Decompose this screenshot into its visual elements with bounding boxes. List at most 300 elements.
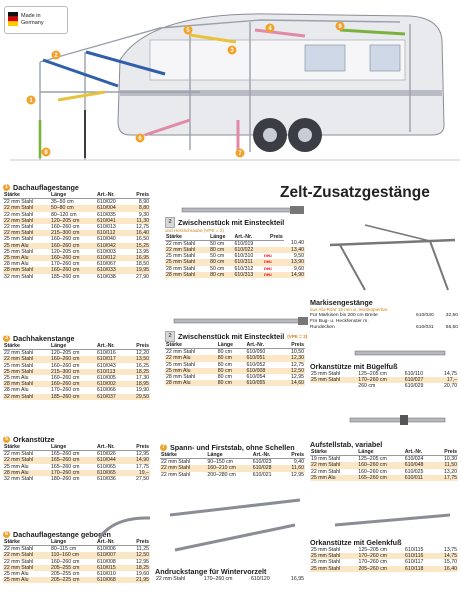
cell-laenge: 170–260 cm: [50, 470, 96, 476]
section-title-text: Orkanstütze: [13, 435, 55, 444]
cell-preis: 13,95: [136, 248, 149, 255]
cell-laenge: 120–205 cm: [50, 350, 80, 357]
cell-staerke: 25 mm Stahl: [311, 559, 341, 566]
cell-artnr: 610/021: [252, 471, 272, 478]
cell-artnr: 610/118: [404, 566, 435, 572]
cell-laenge: 215–300 cm: [50, 230, 96, 236]
cell-preis: 16,95: [291, 576, 304, 582]
cell-laenge: 110–160 cm: [50, 552, 96, 558]
markise-price: 32,50: [445, 312, 458, 318]
product-table: [3, 192, 150, 280]
section-title-text: Dachauflagestange gebogen: [13, 530, 111, 539]
table-row: [3, 274, 150, 280]
cell-staerke: 25 mm Alu: [310, 475, 357, 481]
product-table: [310, 449, 458, 481]
marker-text: 5: [186, 28, 190, 34]
table-row: [3, 350, 150, 357]
cell-artnr: 610/015: [96, 565, 127, 571]
col-header: Stärke: [165, 342, 217, 349]
cell-preis: 20,70: [444, 383, 457, 390]
section-number: 1: [4, 184, 9, 190]
cell-preis: 8,90: [138, 199, 149, 206]
section-title: [3, 334, 150, 343]
cell-laenge: 170–260 cm: [203, 576, 233, 582]
table-row: [3, 577, 150, 583]
cell-staerke: 22 mm Stahl: [4, 199, 34, 206]
cell-preis: 27,90: [136, 273, 149, 280]
section-title: Aufstellstab, variabel: [310, 440, 383, 449]
cell-artnr: 610/051: [246, 355, 281, 361]
col-header: Art.-Nr.: [96, 343, 127, 350]
cell-preis: 29,50: [127, 394, 150, 400]
pole-illustration: [180, 203, 310, 217]
cell-laenge: 125–205 cm: [358, 547, 388, 553]
cell-staerke: 22 mm Stahl: [3, 457, 50, 463]
product-table: [165, 234, 305, 278]
neu-badge: neu: [263, 272, 284, 278]
neu-badge: neu: [263, 253, 272, 259]
cell-artnr: 610/035: [97, 211, 116, 218]
pole-illustration: [95, 512, 155, 542]
markise-artnr: 610/031: [416, 324, 434, 330]
pole-illustration: [350, 345, 450, 361]
markise-frame-illustration: [320, 215, 460, 295]
section-subtitle: (VPE = 2): [287, 333, 308, 339]
cell-artnr: 610/113: [96, 369, 127, 375]
cell-preis: 12,50: [280, 368, 305, 374]
marker-text: 4: [268, 26, 272, 32]
cell-staerke: 22 mm Stahl: [3, 356, 50, 362]
col-header: Art.-Nr.: [246, 342, 281, 349]
cell-staerke: 25 mm Alu: [4, 571, 29, 578]
cell-laenge: 80–120 cm: [50, 211, 77, 218]
cell-laenge: 160–260 cm: [358, 468, 387, 475]
cell-artnr: 610/003: [97, 248, 116, 255]
cell-staerke: 22 mm Stahl: [4, 451, 34, 458]
cell-laenge: 125–205 cm: [358, 371, 387, 377]
cell-laenge: 50 cm: [210, 240, 225, 247]
pole-illustration: [330, 505, 455, 533]
cell-laenge: 160–260 cm: [50, 356, 96, 362]
section-number: 6: [4, 531, 9, 537]
section-orkanstuetze: [3, 435, 150, 482]
cell-preis: 12,95: [291, 374, 304, 381]
badge-line: Made in: [21, 13, 41, 19]
section-number: 7: [161, 444, 166, 450]
cell-staerke: 22 mm Stahl: [166, 349, 196, 356]
product-table: [3, 444, 150, 482]
product-table: [160, 452, 305, 478]
cell-preis: 12,20: [136, 350, 149, 357]
cell-staerke: 25 mm Stahl: [311, 547, 341, 553]
col-header: Stärke: [3, 539, 50, 546]
cell-laenge: 35–50 cm: [50, 199, 74, 206]
cell-artnr: 610/023: [252, 459, 272, 466]
cell-artnr: 610/019: [234, 240, 254, 247]
col-header: Preis: [263, 234, 284, 241]
cell-artnr: 610/011: [404, 475, 436, 481]
markise-line: Für Bug- u. Heckfenster m.: [310, 318, 369, 324]
cell-staerke: 22 mm Alu: [165, 355, 217, 361]
cell-preis: 17,75: [435, 475, 458, 481]
cell-laenge: 205–225 cm: [50, 577, 96, 583]
cell-laenge: 160–260 cm: [50, 267, 96, 273]
cell-staerke: 25 mm Alu: [4, 463, 29, 470]
table-row: [165, 272, 305, 278]
cell-artnr: 610/116: [404, 553, 435, 559]
cell-preis: 18,50: [136, 261, 149, 268]
table-row: [165, 380, 305, 386]
cell-artnr: 610/065: [97, 463, 116, 470]
cell-laenge: 80 cm: [217, 361, 232, 368]
col-header: Preis: [435, 449, 458, 456]
section-aufstellstab: [310, 440, 458, 481]
cell-staerke: 28 mm Alu: [4, 387, 29, 394]
section-title-text: Dachhakenstange: [13, 334, 75, 343]
cell-laenge: 160–260 cm: [50, 362, 80, 369]
cell-preis: 16,40: [127, 230, 150, 236]
cell-preis: 12,50: [127, 552, 150, 558]
page-title: Zelt-Zusatzgestänge: [280, 184, 430, 201]
section-title-text: Zwischenstück mit Einsteckteil: [178, 218, 285, 227]
cell-staerke: 22 mm Stahl: [3, 565, 50, 571]
cell-laenge: 80 cm: [217, 380, 246, 386]
cell-artnr: 610/008: [97, 558, 116, 565]
cell-artnr: 610/043: [97, 362, 116, 369]
col-header: Länge: [50, 343, 96, 350]
cell-staerke: 25 mm Stahl: [310, 377, 357, 383]
product-table: [155, 576, 305, 582]
cell-artnr: 610/310: [234, 253, 254, 260]
cell-artnr: 610/068: [96, 577, 127, 583]
section-title: [165, 331, 308, 342]
cell-artnr: 610/038: [97, 273, 116, 280]
cell-artnr: 610/117: [405, 559, 424, 566]
cell-preis: 13,50: [127, 356, 150, 362]
cell-artnr: 610/052: [246, 361, 266, 368]
section-dachhakenstange: [3, 334, 150, 400]
cell-staerke: 28 mm Stahl: [166, 265, 196, 272]
product-table: [310, 371, 458, 390]
cell-laenge: 80 cm: [209, 272, 233, 278]
cell-staerke: 22 mm Stahl: [3, 218, 50, 224]
col-header: Stärke: [3, 343, 50, 350]
table-row: [310, 566, 458, 572]
pole-illustration: [172, 315, 312, 327]
cell-artnr: 610/017: [96, 356, 127, 362]
cell-preis: 13,90: [284, 259, 305, 265]
cell-preis: 17,30: [136, 375, 149, 382]
marker-text: 8: [44, 150, 48, 156]
cell-laenge: 170–260 cm: [358, 559, 388, 566]
cell-artnr: 610/007: [96, 552, 127, 558]
col-header: Art.-Nr.: [96, 444, 127, 451]
cell-staerke: 22 mm Stahl: [166, 240, 196, 247]
cell-preis: 15,70: [444, 559, 457, 566]
section-title: Andruckstange für Wintervorzelt: [155, 567, 267, 576]
cell-preis: 15,25: [127, 243, 150, 249]
cell-staerke: 25 mm Stahl: [165, 259, 209, 265]
table-row: [3, 546, 150, 553]
cell-artnr: 610/110: [404, 371, 424, 377]
cell-artnr: 610/004: [96, 205, 127, 211]
table-row: [160, 459, 305, 466]
cell-artnr: 610/312: [234, 265, 254, 272]
cell-preis: 12,95: [136, 558, 149, 565]
cell-staerke: 28 mm Stahl: [3, 267, 50, 273]
cell-preis: 14,75: [444, 371, 457, 377]
cell-staerke: 25 mm Stahl: [310, 553, 357, 559]
col-header: Länge: [209, 234, 233, 241]
cell-staerke: 22 mm Stahl: [4, 558, 34, 565]
cell-preis: 13,40: [284, 247, 305, 253]
cell-laenge: 90–150 cm: [207, 459, 233, 466]
marker-text: 7: [238, 151, 242, 157]
cell-staerke: 28 mm Alu: [165, 380, 217, 386]
cell-staerke: 22 mm Stahl: [4, 224, 34, 231]
cell-laenge: 160–260 cm: [50, 255, 96, 261]
cell-artnr: 610/112: [96, 230, 127, 236]
cell-preis: 12,30: [280, 355, 305, 361]
product-table: [3, 539, 150, 583]
cell-laenge: 170–260 cm: [50, 261, 80, 268]
cell-laenge: 80 cm: [217, 349, 232, 356]
cell-laenge: 160–260 cm: [50, 236, 80, 243]
table-row: [155, 576, 305, 582]
cell-staerke: 32 mm Stahl: [3, 394, 50, 400]
cell-staerke: 22 mm Stahl: [161, 459, 191, 466]
section-title: [160, 443, 305, 452]
cell-laenge: 50 cm: [210, 265, 225, 272]
table-row: [165, 240, 305, 247]
col-header: Preis: [127, 539, 150, 546]
marker-text: 3: [230, 48, 234, 54]
cell-laenge: 165–260 cm: [357, 475, 403, 481]
cell-staerke: 25 mm Stahl: [166, 253, 196, 260]
table-row: [3, 199, 150, 206]
cell-artnr: 610/050: [246, 349, 266, 356]
col-header: Preis: [127, 343, 150, 350]
cell-staerke: 22 mm Stahl: [156, 576, 186, 582]
cell-staerke: 25 mm Stahl: [4, 362, 34, 369]
table-row: [3, 476, 150, 482]
table-row: [3, 451, 150, 458]
col-header: Länge: [50, 539, 96, 546]
pole-illustration: [165, 490, 305, 560]
cell-preis: 12,95: [136, 451, 149, 458]
cell-laenge: 170–260 cm: [50, 387, 80, 394]
cell-laenge: 215–300 cm: [50, 369, 96, 375]
section-orkanstuetze-buegelfuss: [310, 362, 458, 390]
cell-artnr: 610/029: [404, 383, 424, 390]
cell-artnr: 610/065: [96, 470, 127, 476]
section-title-text: Spann- und Firststab, ohne Schellen: [170, 443, 295, 452]
pack-icon: 2: [165, 217, 175, 228]
markise-artnr: 610/030: [416, 312, 434, 318]
product-table: [310, 547, 458, 572]
cell-laenge: 125–205 cm: [358, 456, 387, 463]
cell-artnr: 610/024: [404, 456, 424, 463]
cell-laenge: 160–260 cm: [50, 224, 80, 231]
cell-laenge: 200–280 cm: [207, 471, 236, 478]
cell-laenge: 80 cm: [209, 259, 233, 265]
cell-preis: 11,30: [127, 218, 150, 224]
col-header: Preis: [127, 444, 150, 451]
cell-preis: 14,60: [280, 380, 305, 386]
cell-preis: 19,95: [127, 267, 150, 273]
cell-staerke: 22 mm Stahl: [160, 465, 206, 471]
table-row: [310, 456, 458, 463]
neu-badge: neu: [263, 265, 272, 271]
cell-preis: 12,95: [291, 471, 304, 478]
col-header: Stärke: [160, 452, 206, 459]
section-title: Orkanstütze mit Bügelfuß: [310, 362, 398, 371]
cell-artnr: 610/115: [405, 547, 424, 553]
cell-laenge: 50–80 cm: [50, 205, 96, 211]
section-dachauflagestange: [3, 183, 150, 280]
table-row: [165, 349, 305, 356]
section-spann-firststab: [160, 443, 305, 478]
col-header: Art.-Nr.: [252, 452, 283, 459]
cell-preis: 12,75: [291, 361, 304, 368]
cell-laenge: 260 cm: [358, 383, 376, 390]
cell-preis: 17,–: [435, 377, 458, 383]
section-title: [165, 217, 305, 228]
marker-text: 9: [338, 24, 342, 30]
made-in-germany-badge: [4, 6, 68, 34]
cell-artnr: 610/033: [96, 267, 127, 273]
section-zwischenstueck: [165, 331, 308, 387]
col-header: Art.-Nr.: [234, 234, 263, 241]
cell-preis: 19,60: [136, 571, 149, 578]
cell-artnr: 610/020: [97, 199, 116, 206]
cell-preis: 11,50: [435, 462, 458, 468]
section-title: [3, 435, 150, 444]
cell-artnr: 610/006: [97, 546, 116, 553]
cell-laenge: 80 cm: [209, 247, 233, 253]
cell-artnr: 610/012: [96, 255, 127, 261]
cell-artnr: 610/044: [96, 457, 127, 463]
cell-laenge: 165–260 cm: [50, 451, 80, 458]
table-row: [310, 383, 458, 389]
cell-artnr: 610/027: [404, 377, 436, 383]
section-zwischenstueck-herzschraube: [165, 217, 305, 278]
section-number: 5: [4, 436, 9, 442]
cell-preis: 16,25: [136, 362, 149, 369]
cell-preis: 17,75: [136, 463, 149, 470]
col-header: Länge: [357, 449, 403, 456]
cell-artnr: 610/066: [97, 387, 116, 394]
cell-staerke: 28 mm Stahl: [166, 374, 196, 381]
col-header: Stärke: [3, 444, 50, 451]
cell-artnr: 610/026: [97, 451, 116, 458]
table-row: [3, 394, 150, 400]
col-header: Preis: [280, 342, 305, 349]
hero-illustration: [0, 0, 461, 178]
neu-badge: neu: [263, 259, 284, 265]
cell-staerke: 22 mm Stahl: [4, 211, 34, 218]
cell-artnr: 610/002: [96, 381, 127, 387]
cell-artnr: 610/016: [97, 350, 116, 357]
cell-preis: 11,60: [283, 465, 305, 471]
cell-preis: 9,60: [293, 265, 304, 272]
cell-artnr: 610/120: [250, 576, 270, 582]
neu-badge: [263, 240, 284, 247]
section-orkanstuetze-gelenkfuss: [310, 538, 458, 572]
col-header: Art.-Nr.: [96, 539, 127, 546]
cell-laenge: 160–260 cm: [50, 375, 80, 382]
pack-icon: 2: [165, 331, 175, 342]
cell-staerke: 22 mm Stahl: [3, 552, 50, 558]
cell-staerke: 28 mm Stahl: [3, 381, 50, 387]
cell-preis: 10,50: [291, 349, 304, 356]
col-header: Stärke: [165, 234, 209, 241]
cell-staerke: 25 mm Stahl: [4, 236, 34, 243]
cell-staerke: 25 mm Stahl: [311, 371, 341, 377]
cell-preis: 19,–: [127, 470, 150, 476]
cell-staerke: 19 mm Stahl: [311, 456, 341, 463]
section-title: Orkanstütze mit Gelenkfuß: [310, 538, 402, 547]
section-andruckstange: [155, 567, 305, 582]
cell-preis: 18,25: [127, 565, 150, 571]
cell-artnr: 610/025: [404, 468, 424, 475]
cell-preis: 19,90: [136, 387, 149, 394]
section-title-text: Dachauflagestange: [13, 183, 79, 192]
section-markisengestaenge: [310, 298, 458, 331]
cell-staerke: 25 mm Stahl: [3, 369, 50, 375]
cell-laenge: 165–260 cm: [50, 457, 96, 463]
cell-laenge: 170–260 cm: [357, 553, 404, 559]
cell-staerke: 25 mm Alu: [4, 375, 29, 382]
cell-preis: 11,25: [136, 546, 149, 553]
cell-preis: 27,50: [136, 476, 149, 483]
cell-staerke: 28 mm Alu: [4, 261, 29, 268]
table-row: [160, 472, 305, 478]
section-number: 3: [4, 335, 9, 341]
col-header: Länge: [217, 342, 246, 349]
cell-artnr: 610/013: [97, 224, 116, 231]
col-header: Art.-Nr.: [404, 449, 436, 456]
section-title: [3, 183, 150, 192]
col-header: Stärke: [310, 449, 357, 456]
cell-laenge: 160–260 cm: [50, 558, 80, 565]
cell-laenge: 185–260 cm: [50, 273, 80, 280]
cell-preis: 16,95: [127, 255, 150, 261]
cell-preis: 14,90: [284, 272, 305, 278]
cell-artnr: 610/048: [404, 462, 436, 468]
table-row: [310, 475, 458, 481]
cell-staerke: 22 mm Stahl: [161, 471, 191, 478]
cell-preis: 9,50: [293, 253, 304, 260]
section-subtitle: aus Alu-Rohr 18 mm ø, teleskopierbar: [310, 307, 388, 312]
cell-laenge: 180–260 cm: [50, 476, 80, 483]
cell-laenge: 160–260 cm: [50, 243, 96, 249]
cell-laenge: 120–205 cm: [50, 218, 96, 224]
col-header: Stärke: [3, 192, 50, 199]
cell-preis: 14,75: [435, 553, 458, 559]
cell-laenge: 185–260 cm: [50, 394, 96, 400]
cell-preis: 9,40: [293, 459, 304, 466]
cell-preis: 13,75: [444, 547, 457, 553]
cell-staerke: 25 mm Alu: [3, 243, 50, 249]
cell-staerke: 25 mm Alu: [3, 577, 50, 583]
cell-preis: 18,25: [127, 369, 150, 375]
col-header: Preis: [127, 192, 150, 199]
cell-laenge: 80–115 cm: [50, 546, 77, 553]
cell-laenge: 160–260 cm: [50, 381, 96, 387]
cell-preis: 18,95: [127, 381, 150, 387]
markise-text: Für Markisen bis 200 cm Breite: [310, 312, 378, 318]
